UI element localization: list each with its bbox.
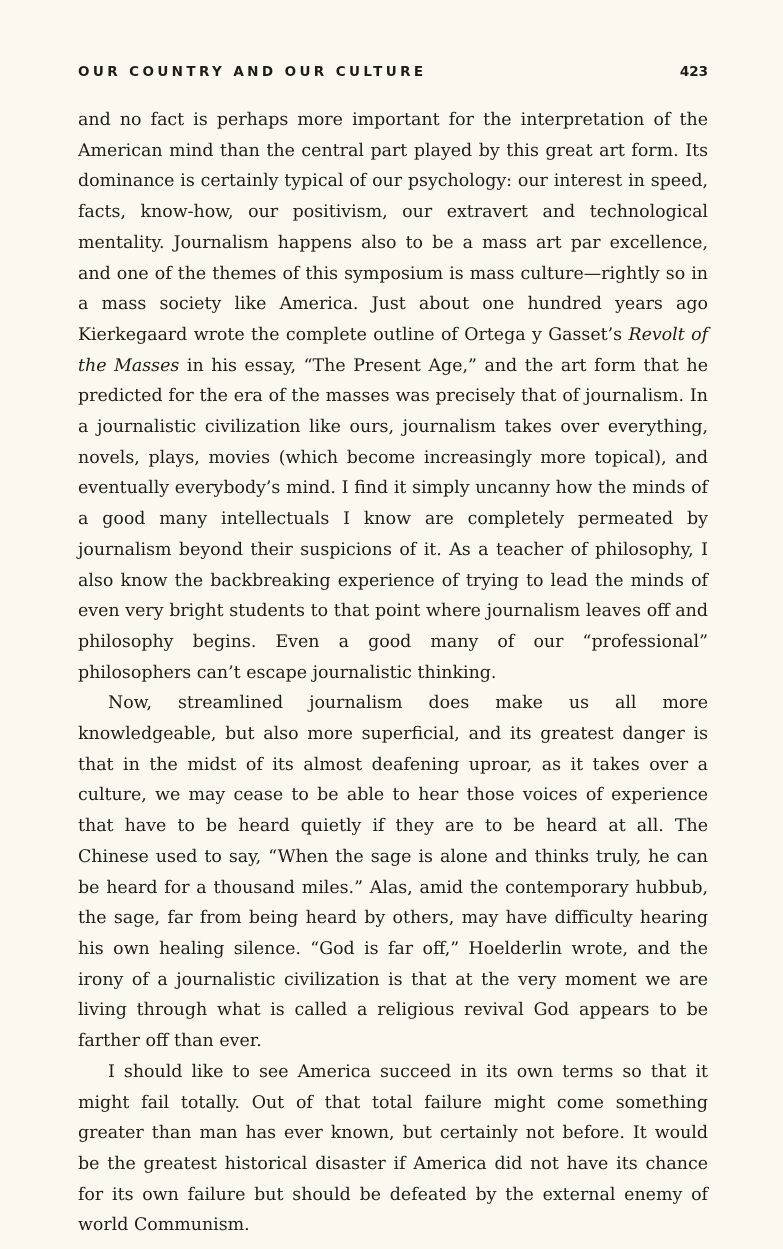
- running-head: OUR COUNTRY AND OUR CULTURE: [78, 64, 427, 80]
- paragraph-2: Now, streamlined journalism does make us all more knowledgeable, but also more superficial, and its greatest danger is that in the midst of its almost deafening uproar, as it takes over a culture, we may cease to be able to hear those voices of experience that have to be heard quietly if they are to be heard at all. The Chinese used to say, “When the sage is alone and thinks truly, he can be heard for a thousand miles.” Alas, amid the contemporary hubbub, the sage, far from being heard by others, may have difficulty hearing his own healing silence. “God is far off,” Hoelderlin wrote, and the irony of a journalistic civilization is that at the very moment we are living through what is called a religious revival God appears to be farther off than ever.: [78, 693, 708, 1052]
- page-header: [78, 64, 708, 88]
- paragraph-1: [78, 105, 708, 688]
- body-text: [78, 105, 708, 1241]
- book-title-italic: Revolt of the Masses: [78, 324, 709, 376]
- paragraph-3: I should like to see America succeed in its own terms so that it might fail totally. Out of that total failure might come something greater than man has ever known, but certainly not before. It would be the greatest historical disaster if America did not have its chance for its own failure but should be defeated by the external enemy of world Communism.: [78, 1061, 708, 1236]
- paragraph-1-text-part-2: in his essay, “The Present Age,” and the art form that he predicted for the era of the masses was precisely that of journalism. In a journalistic civilization like ours, journalism takes over everything, novels, plays, movies (which become increasingly more topical), and eventually everybody’s mind. I find it simply uncanny how the minds of a good many intellectuals I know are completely permeated by journalism beyond their suspicions of it. As a teacher of philosophy, I also know the backbreaking experience of trying to lead the minds of even very bright students to that point where journalism leaves off and philosophy begins. Even a good many of our “professional” philosophers can’t escape journalistic thinking.: [78, 355, 708, 683]
- paragraph-1-text-part-1: and no fact is perhaps more important for the interpretation of the American mind than the central part played by this great art form. Its dominance is certainly typical of our psychology: our interest in speed, facts, know-how, our positivism, our extravert and technological mentality. Journalism happens also to be a mass art par excellence, and one of the themes of this symposium is mass culture—rightly so in a mass society like America. Just about one hundred years ago Kierkegaard wrote the complete outline of Ortega y Gasset’s: [78, 110, 708, 345]
- page-number: 423: [679, 64, 708, 80]
